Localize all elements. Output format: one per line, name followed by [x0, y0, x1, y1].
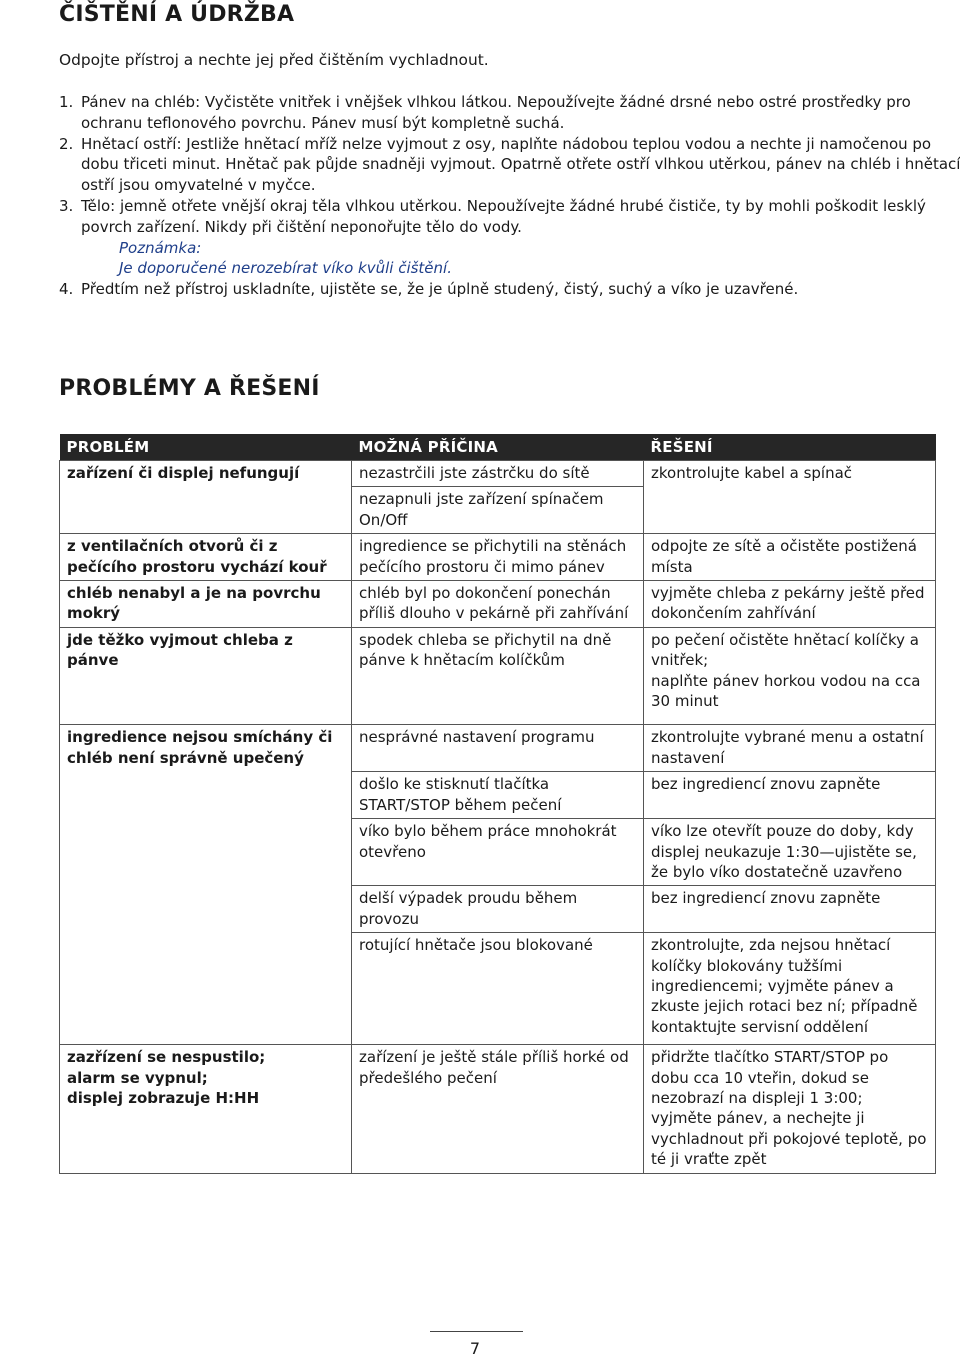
- solution-cell: zkontrolujte kabel a spínač: [644, 461, 936, 534]
- cause-cell: rotující hnětače jsou blokované: [352, 933, 644, 1045]
- solution-cell: víko lze otevřít pouze do doby, kdy displej neukazuje 1:30—ujistěte se, že bylo víko dostatečně uzavřeno: [644, 819, 936, 886]
- cause-cell: nezapnuli jste zařízení spínačem On/Off: [352, 487, 644, 534]
- table-row: [60, 534, 936, 581]
- table-row: [60, 461, 936, 487]
- problem-cell: ingredience nejsou smíchány či chléb není správně upečený: [60, 725, 352, 1045]
- cleaning-step: [59, 92, 960, 134]
- cleaning-step: [59, 196, 960, 279]
- footer-divider: [430, 1331, 523, 1332]
- step-text: Hnětací ostří: Jestliže hnětací mříž nelze vyjmout z osy, naplňte nádobou teplou vodou a nechte ji namočenou po dobu třiceti minut. Hnětač pak půjde snadněji vyjmout. Opatrně otřete ostří vlhkou utěrkou, pánev na chléb i hnětací ostří jsou omyvatelné v myčce.: [81, 134, 960, 195]
- cause-cell: zařízení je ještě stále příliš horké od předešlého pečení: [352, 1045, 644, 1173]
- step-number: 1.: [59, 93, 74, 111]
- note-label: Poznámka:: [119, 238, 202, 257]
- solution-line: vyjměte pánev, a nechejte ji vychladnout při pokojové teplotě, po té ji vraťte zpět: [651, 1109, 927, 1169]
- step-number: 3.: [59, 196, 74, 215]
- page-number: 7: [469, 1339, 481, 1358]
- solution-cell: zkontrolujte vybrané menu a ostatní nastavení: [644, 725, 936, 772]
- problem-line: displej zobrazuje H:HH: [67, 1088, 260, 1107]
- header-cause: MOŽNÁ PŘÍČINA: [352, 434, 644, 461]
- table-row: [60, 581, 936, 628]
- cause-cell: víko bylo během práce mnohokrát otevřeno: [352, 819, 644, 886]
- solution-cell: bez ingrediencí znovu zapněte: [644, 772, 936, 819]
- problem-cell: [60, 1045, 352, 1173]
- cleaning-step: [59, 134, 960, 196]
- problem-cell: z ventilačních otvorů či z pečícího prostoru vychází kouř: [60, 534, 352, 581]
- solution-cell: [644, 627, 936, 725]
- cleaning-intro: Odpojte přístroj a nechte jej před čištěním vychladnout.: [59, 51, 489, 69]
- solution-cell: vyjměte chleba z pekárny ještě před dokončením zahřívání: [644, 581, 936, 628]
- cause-cell: delší výpadek proudu během provozu: [352, 886, 644, 933]
- solution-line: přidržte tlačítko START/STOP po dobu cca 10 vteřin, dokud se nezobrazí na displeji 1 3:00;: [651, 1048, 889, 1107]
- cleaning-steps: [59, 92, 960, 300]
- cause-cell: nesprávné nastavení programu: [352, 725, 644, 772]
- table-row: [60, 627, 936, 725]
- cause-cell: spodek chleba se přichytil na dně pánve k hnětacím kolíčkům: [352, 627, 644, 725]
- troubleshooting-title: PROBLÉMY A ŘEŠENÍ: [59, 376, 320, 401]
- cause-cell: došlo ke stisknutí tlačítka START/STOP během pečení: [352, 772, 644, 819]
- note-text: Je doporučené nerozebírat víko kvůli čištění.: [119, 259, 452, 278]
- solution-line: naplňte pánev horkou vodou na cca 30 minut: [651, 671, 921, 711]
- solution-line: zkontrolujte, zda nejsou hnětací kolíčky blokovány tužšími ingrediencemi; vyjměte pánev a zkuste jejich rotaci bez ní; případně kontaktujte servisní oddělení: [651, 936, 918, 1036]
- cause-cell: ingredience se přichytili na stěnách pečícího prostoru či mimo pánev: [352, 534, 644, 581]
- problem-cell: jde těžko vyjmout chleba z pánve: [60, 627, 352, 725]
- solution-cell: bez ingrediencí znovu zapněte: [644, 886, 936, 933]
- troubleshooting-table: [59, 434, 936, 1174]
- problem-cell: chléb nenabyl a je na povrchu mokrý: [60, 581, 352, 628]
- cleaning-step: [59, 279, 960, 300]
- problem-line: zazřízení se nespustilo;: [67, 1048, 266, 1067]
- solution-cell: odpojte ze sítě a očistěte postižená místa: [644, 534, 936, 581]
- step-text: Předtím než přístroj uskladníte, ujistěte se, že je úplně studený, čistý, suchý a víko je uzavřené.: [81, 280, 799, 299]
- cause-cell: nezastrčili jste zástrčku do sítě: [352, 461, 644, 487]
- step-number: 2.: [59, 134, 74, 153]
- table-row: [60, 1045, 936, 1173]
- step-text: Tělo: jemně otřete vnější okraj těla vlhkou utěrkou. Nepoužívejte žádné hrubé čističe, ty by mohli poškodit lesklý povrch zařízení. Nikdy při čištění neponořujte tělo do vody.: [81, 196, 926, 236]
- cause-cell: chléb byl po dokončení ponechán příliš dlouho v pekárně při zahřívání: [352, 581, 644, 628]
- table-header-row: [60, 434, 936, 461]
- solution-cell: [644, 933, 936, 1045]
- solution-line: po pečení očistěte hnětací kolíčky a vnitřek;: [651, 630, 919, 670]
- table-row: [60, 725, 936, 772]
- solution-cell: [644, 1045, 936, 1173]
- problem-line: alarm se vypnul;: [67, 1068, 208, 1087]
- header-problem: PROBLÉM: [60, 434, 352, 461]
- problem-cell: zařízení či displej nefungují: [60, 461, 352, 534]
- step-text: Pánev na chléb: Vyčistěte vnitřek i vnějšek vlhkou látkou. Nepoužívejte žádné drsné nebo ostré prostředky pro ochranu teflonového povrchu. Pánev musí být kompletně suchá.: [81, 93, 911, 132]
- step-number: 4.: [59, 280, 74, 299]
- header-solution: ŘEŠENÍ: [644, 434, 936, 461]
- cleaning-title: ČIŠTĚNÍ A ÚDRŽBA: [59, 2, 295, 27]
